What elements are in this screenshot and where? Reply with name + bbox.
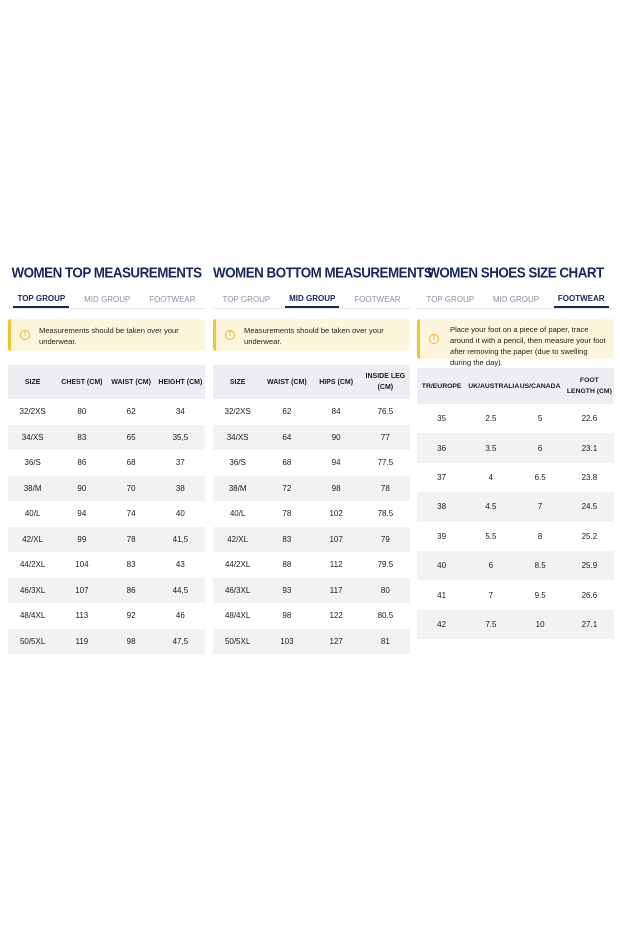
table-cell: 79.5 [377, 560, 394, 570]
women-bottom-panel [213, 262, 433, 654]
table-cell: 42/XL [213, 527, 262, 553]
table-cell: 76.5 [377, 407, 394, 417]
table-cell: 98 [107, 629, 156, 655]
women-top-table [8, 365, 205, 654]
table-cell: 98 [282, 611, 292, 621]
table-row [8, 476, 205, 502]
women-shoes-tabs [417, 286, 614, 309]
table-cell: 78 [282, 509, 292, 519]
table-cell: 68 [282, 458, 292, 468]
table-cell: 68 [126, 458, 136, 468]
table-cell: 6 [466, 551, 515, 580]
table-cell: 102 [329, 509, 343, 519]
table-row [417, 522, 614, 551]
table-cell: 32/2XS [224, 407, 251, 417]
table-cell: 35 [437, 414, 447, 424]
table-cell: 40 [175, 509, 185, 519]
table-cell: 78 [361, 476, 410, 502]
table-row [213, 450, 410, 476]
table-cell: 37 [437, 472, 447, 482]
column-header: INSIDE LEG (CM) [361, 365, 410, 399]
table-cell: 23.1 [565, 433, 614, 462]
table-cell: 40 [417, 551, 466, 580]
tab-footwear[interactable]: FOOTWEAR [149, 295, 196, 304]
table-row [213, 476, 410, 502]
table-row [417, 492, 614, 521]
table-cell: 78 [107, 527, 156, 553]
table-cell: 77 [361, 425, 410, 451]
table-cell: 88 [282, 560, 292, 570]
table-row [8, 425, 205, 451]
table-cell: 112 [329, 560, 343, 570]
women-shoes-table [417, 368, 614, 639]
table-cell: 32/2XS [19, 407, 46, 417]
table-cell: 38/M [213, 476, 262, 502]
column-header: FOOT LENGTH (CM) [565, 368, 614, 404]
table-cell: 72 [262, 476, 311, 502]
table-cell: 64 [262, 425, 311, 451]
table-cell: 7 [516, 492, 565, 521]
table-cell: 62 [282, 407, 292, 417]
column-header: UK/AUSTRALIA [466, 368, 515, 404]
table-row [8, 578, 205, 604]
table-cell: 74 [126, 509, 136, 519]
table-row [417, 433, 614, 462]
table-row [8, 501, 205, 527]
column-header: WAIST (CM) [262, 365, 311, 399]
column-header: US/CANADA [516, 368, 565, 404]
women-top-panel [8, 262, 205, 654]
table-cell: 83 [262, 527, 311, 553]
column-header: SIZE [213, 365, 262, 399]
table-cell: 62 [126, 407, 136, 417]
table-cell: 70 [107, 476, 156, 502]
table-cell: 113 [75, 611, 89, 621]
info-icon: ! [20, 330, 30, 340]
table-cell: 40/L [24, 509, 41, 519]
table-row [417, 610, 614, 639]
table-cell: 42/XL [8, 527, 57, 553]
table-row [8, 552, 205, 578]
table-cell: 6.5 [534, 472, 546, 482]
table-row [417, 404, 614, 433]
table-cell: 34/XS [213, 425, 262, 451]
table-cell: 2.5 [485, 414, 497, 424]
table-cell: 50/5XL [213, 629, 262, 655]
table-cell: 94 [331, 458, 341, 468]
table-cell: 127 [312, 629, 361, 655]
table-cell: 90 [57, 476, 106, 502]
tab-footwear[interactable]: FOOTWEAR [354, 295, 401, 304]
measurement-notice [8, 319, 205, 351]
table-cell: 78.5 [377, 509, 394, 519]
table-cell: 25.2 [581, 531, 598, 541]
table-row [417, 463, 614, 492]
table-row [8, 450, 205, 476]
measurement-notice [417, 319, 614, 367]
table-row [8, 603, 205, 629]
table-cell: 27.1 [565, 610, 614, 639]
table-cell: 77.5 [377, 458, 394, 468]
table-cell: 90 [312, 425, 361, 451]
table-cell: 99 [57, 527, 106, 553]
table-cell: 119 [57, 629, 106, 655]
table-row [8, 399, 205, 425]
table-row [213, 425, 410, 451]
info-icon: ! [429, 334, 439, 344]
table-cell: 6 [516, 433, 565, 462]
table-cell: 81 [361, 629, 410, 655]
table-cell: 7.5 [466, 610, 515, 639]
column-header: WAIST (CM) [107, 365, 156, 399]
notice-text: Measurements should be taken over your underwear. [244, 326, 384, 346]
table-row [213, 603, 410, 629]
table-row [213, 399, 410, 425]
table-cell: 36/S [229, 458, 246, 468]
tab-mid-group[interactable]: MID GROUP [285, 294, 339, 308]
table-cell: 34 [175, 407, 185, 417]
measurement-notice [213, 319, 410, 351]
table-cell: 24.5 [565, 492, 614, 521]
table-cell: 44/2XL [224, 560, 251, 570]
table-cell: 65 [107, 425, 156, 451]
women-shoes-panel [417, 262, 614, 639]
women-bottom-tabs [213, 286, 410, 309]
table-cell: 37 [175, 458, 185, 468]
table-row [213, 552, 410, 578]
table-cell: 36/S [24, 458, 41, 468]
table-cell: 38/M [8, 476, 57, 502]
table-cell: 44/2XL [19, 560, 46, 570]
table-cell: 48/4XL [224, 611, 251, 621]
table-cell: 42 [417, 610, 466, 639]
table-cell: 41 [437, 590, 447, 600]
table-cell: 8 [537, 531, 543, 541]
table-cell: 5 [537, 414, 543, 424]
table-cell: 94 [77, 509, 87, 519]
table-cell: 93 [262, 578, 311, 604]
table-row [213, 501, 410, 527]
table-cell: 44,5 [156, 578, 205, 604]
table-cell: 122 [329, 611, 343, 621]
table-header-row [8, 365, 205, 399]
table-cell: 47,5 [156, 629, 205, 655]
table-cell: 26.6 [581, 590, 598, 600]
table-row [417, 551, 614, 580]
table-row [213, 578, 410, 604]
table-cell: 4 [488, 472, 494, 482]
table-row [213, 527, 410, 553]
table-cell: 43 [175, 560, 185, 570]
tab-mid-group[interactable]: MID GROUP [84, 295, 131, 304]
table-cell: 46/3XL [213, 578, 262, 604]
table-cell: 103 [262, 629, 311, 655]
table-cell: 50/5XL [8, 629, 57, 655]
table-cell: 3.5 [466, 433, 515, 462]
women-bottom-title: WOMEN BOTTOM MEASUREMENTS [213, 264, 433, 281]
column-header: HEIGHT (CM) [156, 365, 205, 399]
table-cell: 41,5 [156, 527, 205, 553]
tab-top-group[interactable]: TOP GROUP [13, 294, 69, 308]
table-cell: 9.5 [534, 590, 546, 600]
table-cell: 7 [488, 590, 494, 600]
women-top-title: WOMEN TOP MEASUREMENTS [11, 264, 202, 281]
table-cell: 79 [361, 527, 410, 553]
column-header: HIPS (CM) [312, 365, 361, 399]
table-cell: 48/4XL [19, 611, 46, 621]
table-cell: 38 [156, 476, 205, 502]
column-header: TR/EUROPE [417, 368, 466, 404]
women-shoes-title: WOMEN SHOES SIZE CHART [427, 264, 604, 281]
table-cell: 22.6 [581, 414, 598, 424]
table-cell: 80 [361, 578, 410, 604]
table-cell: 25.9 [565, 551, 614, 580]
table-row [8, 629, 205, 655]
table-cell: 34/XS [8, 425, 57, 451]
table-cell: 98 [312, 476, 361, 502]
table-cell: 80 [77, 407, 87, 417]
table-cell: 10 [516, 610, 565, 639]
table-cell: 80.5 [377, 611, 394, 621]
table-cell: 83 [126, 560, 136, 570]
column-header: CHEST (CM) [57, 365, 106, 399]
table-cell: 8.5 [516, 551, 565, 580]
table-cell: 107 [57, 578, 106, 604]
tab-top-group[interactable]: TOP GROUP [222, 295, 271, 304]
table-cell: 104 [75, 560, 89, 570]
table-cell: 86 [77, 458, 87, 468]
table-row [8, 527, 205, 553]
table-row [213, 629, 410, 655]
table-cell: 35,5 [156, 425, 205, 451]
info-icon: ! [225, 330, 235, 340]
table-cell: 46/3XL [8, 578, 57, 604]
table-cell: 117 [312, 578, 361, 604]
table-cell: 83 [57, 425, 106, 451]
table-cell: 40/L [229, 509, 246, 519]
table-cell: 36 [417, 433, 466, 462]
table-cell: 46 [175, 611, 185, 621]
tab-top-group[interactable]: TOP GROUP [426, 295, 475, 304]
women-bottom-table [213, 365, 410, 654]
table-cell: 5.5 [485, 531, 497, 541]
women-top-tabs [8, 286, 205, 309]
table-cell: 86 [107, 578, 156, 604]
table-row [417, 580, 614, 609]
table-cell: 23.8 [581, 472, 598, 482]
tab-mid-group[interactable]: MID GROUP [492, 295, 540, 304]
notice-text: Measurements should be taken over your underwear. [39, 326, 179, 346]
table-header-row [213, 365, 410, 399]
table-cell: 4.5 [466, 492, 515, 521]
tab-footwear[interactable]: FOOTWEAR [554, 294, 609, 308]
table-cell: 107 [312, 527, 361, 553]
table-cell: 39 [437, 531, 447, 541]
table-header-row [417, 368, 614, 404]
notice-text: Place your foot on a piece of paper, trace around it with a pencil, then measure your foot after removing the paper (due to swelling during the day). [450, 325, 606, 367]
table-cell: 38 [417, 492, 466, 521]
column-header: SIZE [8, 365, 57, 399]
table-cell: 92 [126, 611, 136, 621]
table-cell: 84 [331, 407, 341, 417]
